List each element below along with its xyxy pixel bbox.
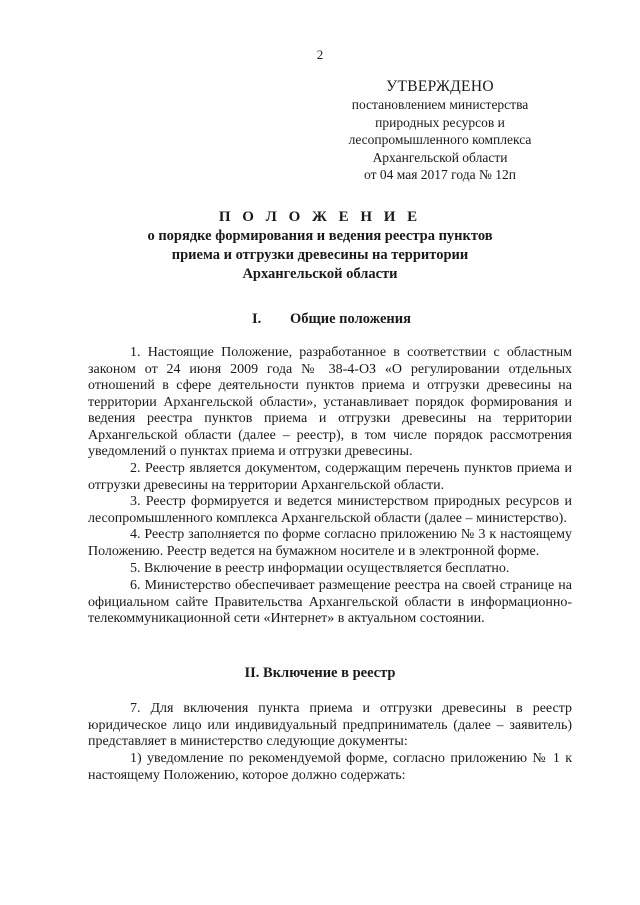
paragraph: 6. Министерство обеспечивает размещение реестра на своей странице на официальном сайте Правительства Архангельской области в информационно-телекоммуникационной сети «Интернет» в актуальном состоянии. xyxy=(88,578,572,626)
approval-line: лесопромышленного комплекса xyxy=(348,132,532,147)
approval-line: Архангельской области xyxy=(372,149,508,165)
paragraph: 5. Включение в реестр информации осуществляется бесплатно. xyxy=(130,561,510,576)
section-title: Общие положения xyxy=(290,311,411,327)
approval-line: постановлением министерства xyxy=(351,97,529,112)
section-number: I. xyxy=(252,311,262,327)
approval-heading: УТВЕРЖДЕНО xyxy=(386,78,494,95)
paragraph: 2. Реестр является документом, содержащим перечень пунктов приема и отгрузки древесины на территории Архангельской области. xyxy=(88,461,572,493)
paragraph: 1. Настоящие Положение, разработанное в соответствии с областным законом от 24 июня 2009 года № 38-4-ОЗ «О регулировании отдельных отношений в сфере деятельности пунктов приема и отгрузки древесины на территории Архангельской области», устанавливает порядок формирования и ведения реестра пунктов приема и отгрузки древесины на территории Архангельской области (далее – реестр), в том числе порядок рассмотрения уведомлений о пунктах приема и отгрузки древесины. xyxy=(88,345,572,459)
title-line: о порядке формирования и ведения реестра пунктов xyxy=(147,228,493,244)
paragraph: 1) уведомление по рекомендуемой форме, согласно приложению № 1 к настоящему Положению, которое должно содержать: xyxy=(88,751,572,783)
section-title: II. Включение в реестр xyxy=(244,665,396,681)
page-number: 2 xyxy=(316,47,324,62)
paragraph: 3. Реестр формируется и ведется министерством природных ресурсов и лесопромышленного комплекса Архангельской области (далее – министерство). xyxy=(88,494,572,526)
approval-line: природных ресурсов и xyxy=(375,114,505,130)
approval-line: от 04 мая 2017 года № 12п xyxy=(364,167,516,182)
document-title xyxy=(0,208,640,284)
paragraph: 7. Для включения пункта приема и отгрузки древесины в реестр юридическое лицо или индивидуальный предприниматель (далее – заявитель) представляет в министерство следующие документы: xyxy=(88,701,572,749)
title-line: Архангельской области xyxy=(242,266,398,282)
paragraph: 4. Реестр заполняется по форме согласно приложению № 3 к настоящему Положению. Реестр ведется на бумажном носителе и в электронной форме. xyxy=(88,527,572,559)
approval-block xyxy=(330,78,550,184)
title-word: П О Л О Ж Е Н И Е xyxy=(218,209,422,225)
title-line: приема и отгрузки древесины на территории xyxy=(171,247,469,263)
